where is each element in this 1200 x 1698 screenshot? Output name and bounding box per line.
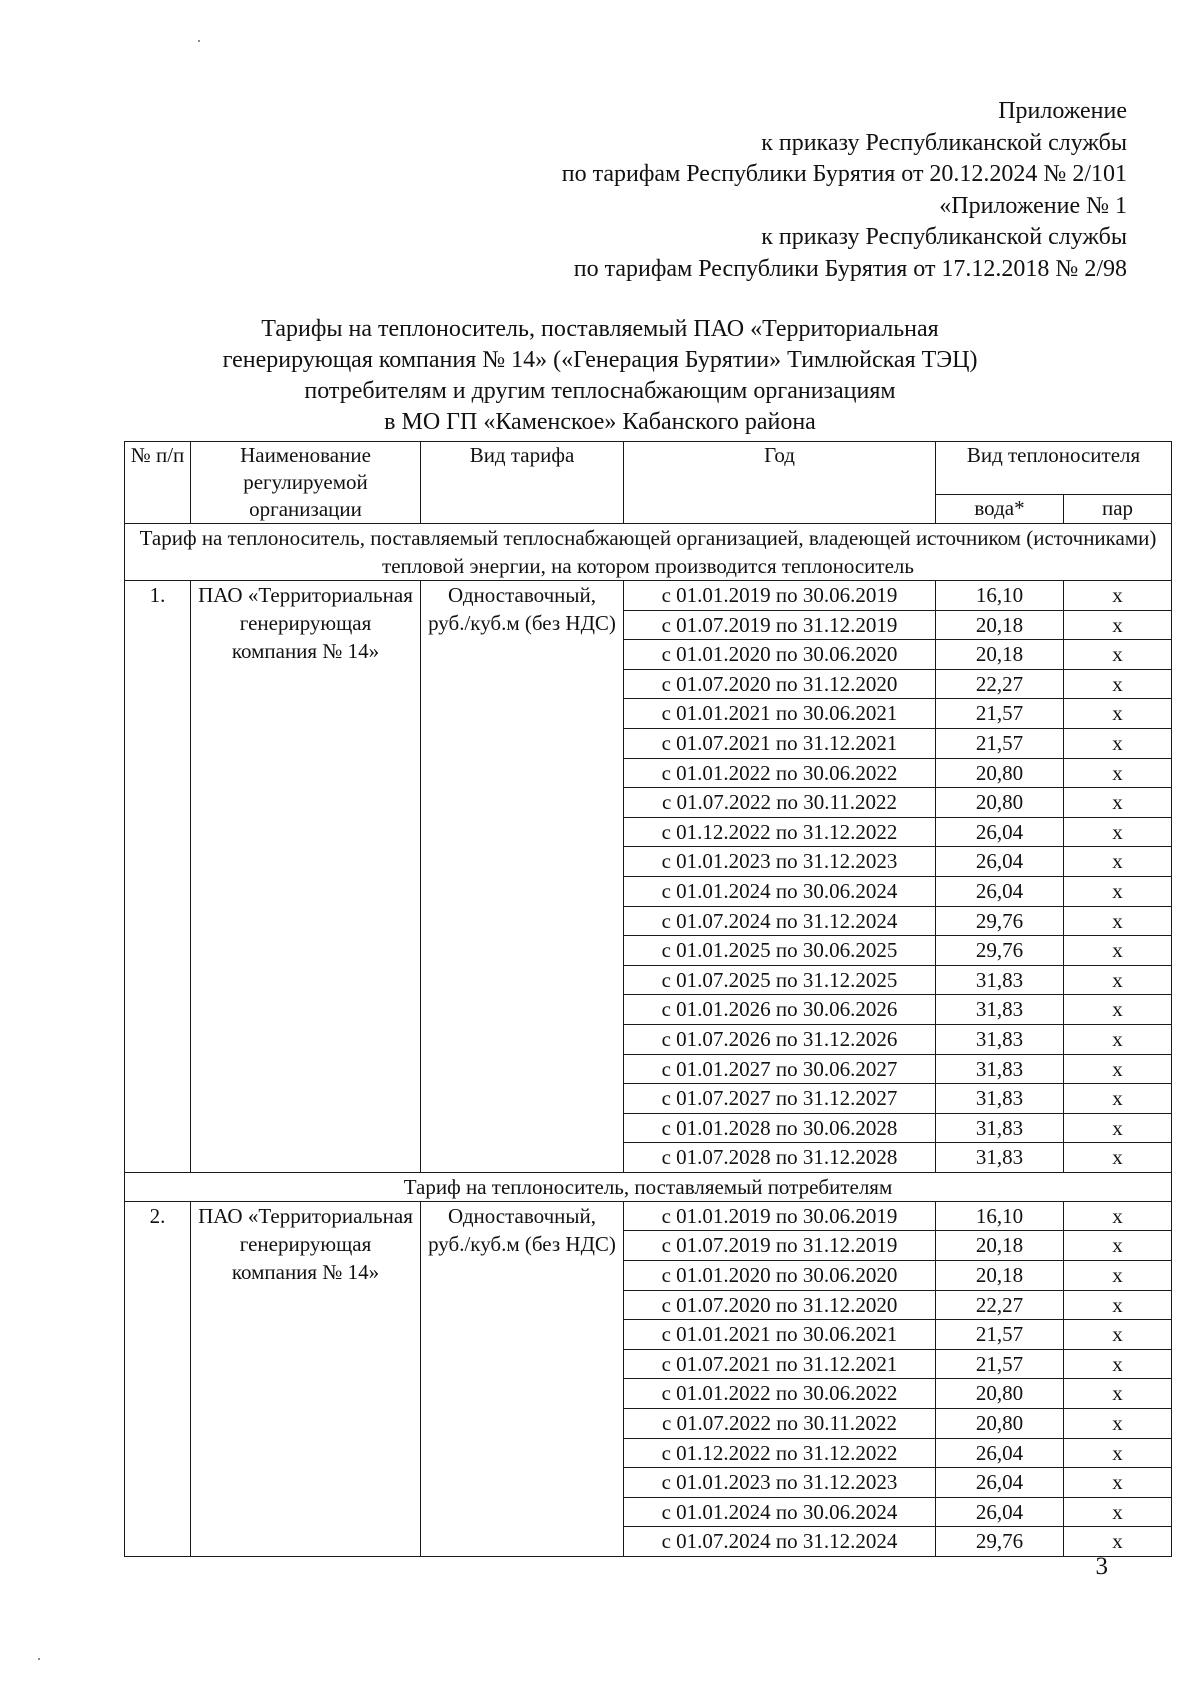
water-tariff-cell: 31,83 <box>936 965 1064 995</box>
period-cell: с 01.12.2022 по 31.12.2022 <box>624 817 936 847</box>
steam-tariff-cell: х <box>1064 876 1172 906</box>
appendix-line: «Приложение № 1 <box>939 192 1127 219</box>
water-tariff-cell: 29,76 <box>936 906 1064 936</box>
period-cell: с 01.01.2023 по 31.12.2023 <box>624 1468 936 1498</box>
water-tariff-cell: 26,04 <box>936 876 1064 906</box>
steam-tariff-cell: х <box>1064 1379 1172 1409</box>
water-tariff-cell: 29,76 <box>936 1527 1064 1557</box>
steam-tariff-cell: х <box>1064 610 1172 640</box>
steam-tariff-cell: х <box>1064 965 1172 995</box>
steam-tariff-cell: х <box>1064 1438 1172 1468</box>
appendix-line: к приказу Республиканской службы <box>761 129 1127 156</box>
steam-tariff-cell: х <box>1064 699 1172 729</box>
steam-tariff-cell: х <box>1064 1468 1172 1498</box>
period-cell: с 01.07.2027 по 31.12.2027 <box>624 1084 936 1114</box>
steam-tariff-cell: х <box>1064 847 1172 877</box>
page-number: 3 <box>1095 1553 1108 1580</box>
header-organization: Наименование регулируемой организации <box>191 442 421 524</box>
steam-tariff-cell: х <box>1064 906 1172 936</box>
period-cell: с 01.01.2019 по 30.06.2019 <box>624 1201 936 1231</box>
steam-tariff-cell: х <box>1064 1349 1172 1379</box>
period-cell: с 01.07.2024 по 31.12.2024 <box>624 1527 936 1557</box>
water-tariff-cell: 31,83 <box>936 1024 1064 1054</box>
table-row <box>125 581 1172 611</box>
steam-tariff-cell: х <box>1064 669 1172 699</box>
period-cell: с 01.01.2027 по 30.06.2027 <box>624 1054 936 1084</box>
period-cell: с 01.01.2022 по 30.06.2022 <box>624 1379 936 1409</box>
title-line: потребителям и другим теплоснабжающим организациям <box>304 378 896 404</box>
period-cell: с 01.07.2021 по 31.12.2021 <box>624 728 936 758</box>
appendix-header <box>367 96 1127 285</box>
period-cell: с 01.01.2020 по 30.06.2020 <box>624 1261 936 1291</box>
header-coolant-type: Вид теплоносителя <box>936 442 1172 495</box>
period-cell: с 01.07.2026 по 31.12.2026 <box>624 1024 936 1054</box>
header-tariff-type: Вид тарифа <box>421 442 624 524</box>
period-cell: с 01.07.2022 по 30.11.2022 <box>624 1409 936 1439</box>
period-cell: с 01.07.2025 по 31.12.2025 <box>624 965 936 995</box>
water-tariff-cell: 20,80 <box>936 1379 1064 1409</box>
title-line: генерирующая компания № 14» («Генерация Бурятии» Тимлюйская ТЭЦ) <box>222 347 978 373</box>
period-cell: с 01.01.2020 по 30.06.2020 <box>624 640 936 670</box>
period-cell: с 01.12.2022 по 31.12.2022 <box>624 1438 936 1468</box>
period-cell: с 01.07.2021 по 31.12.2021 <box>624 1349 936 1379</box>
period-cell: с 01.01.2024 по 30.06.2024 <box>624 876 936 906</box>
appendix-line: по тарифам Республики Бурятия от 17.12.2018 № 2/98 <box>573 255 1127 282</box>
steam-tariff-cell: х <box>1064 728 1172 758</box>
steam-tariff-cell: х <box>1064 1054 1172 1084</box>
water-tariff-cell: 20,18 <box>936 1261 1064 1291</box>
water-tariff-cell: 21,57 <box>936 728 1064 758</box>
period-cell: с 01.01.2021 по 30.06.2021 <box>624 699 936 729</box>
steam-tariff-cell: х <box>1064 1497 1172 1527</box>
section-heading: Тариф на теплоноситель, поставляемый теплоснабжающей организацией, владеющей источником (источниками) тепловой энергии, на котором производится теплоноситель <box>125 524 1172 581</box>
steam-tariff-cell: х <box>1064 581 1172 611</box>
period-cell: с 01.07.2028 по 31.12.2028 <box>624 1143 936 1173</box>
period-cell: с 01.01.2025 по 30.06.2025 <box>624 936 936 966</box>
scan-speck <box>38 1658 40 1660</box>
steam-tariff-cell: х <box>1064 936 1172 966</box>
table-row <box>125 1201 1172 1231</box>
period-cell: с 01.07.2019 по 31.12.2019 <box>624 1231 936 1261</box>
section-heading: Тариф на теплоноситель, поставляемый потребителям <box>125 1172 1172 1201</box>
water-tariff-cell: 26,04 <box>936 817 1064 847</box>
water-tariff-cell: 21,57 <box>936 1320 1064 1350</box>
appendix-line: по тарифам Республики Бурятия от 20.12.2024 № 2/101 <box>561 161 1127 187</box>
period-cell: с 01.07.2020 по 31.12.2020 <box>624 1290 936 1320</box>
water-tariff-cell: 31,83 <box>936 995 1064 1025</box>
period-cell: с 01.01.2026 по 30.06.2026 <box>624 995 936 1025</box>
organization-name: ПАО «Территориальная генерирующая компания № 14» <box>191 1201 421 1556</box>
water-tariff-cell: 20,80 <box>936 788 1064 818</box>
period-cell: с 01.07.2022 по 30.11.2022 <box>624 788 936 818</box>
header-water: вода* <box>936 495 1064 524</box>
water-tariff-cell: 20,18 <box>936 610 1064 640</box>
water-tariff-cell: 31,83 <box>936 1054 1064 1084</box>
steam-tariff-cell: х <box>1064 1231 1172 1261</box>
tariff-table-body <box>125 524 1172 1557</box>
steam-tariff-cell: х <box>1064 1113 1172 1143</box>
water-tariff-cell: 20,80 <box>936 758 1064 788</box>
steam-tariff-cell: х <box>1064 1024 1172 1054</box>
steam-tariff-cell: х <box>1064 817 1172 847</box>
section-heading-row <box>125 524 1172 581</box>
water-tariff-cell: 22,27 <box>936 1290 1064 1320</box>
steam-tariff-cell: х <box>1064 1201 1172 1231</box>
tariff-type: Одноставочный, руб./куб.м (без НДС) <box>421 581 624 1173</box>
water-tariff-cell: 26,04 <box>936 1497 1064 1527</box>
steam-tariff-cell: х <box>1064 1261 1172 1291</box>
water-tariff-cell: 21,57 <box>936 699 1064 729</box>
water-tariff-cell: 26,04 <box>936 847 1064 877</box>
steam-tariff-cell: х <box>1064 1084 1172 1114</box>
steam-tariff-cell: х <box>1064 1320 1172 1350</box>
steam-tariff-cell: х <box>1064 758 1172 788</box>
water-tariff-cell: 20,18 <box>936 1231 1064 1261</box>
organization-name: ПАО «Территориальная генерирующая компания № 14» <box>191 581 421 1173</box>
water-tariff-cell: 26,04 <box>936 1468 1064 1498</box>
title-line: в МО ГП «Каменское» Кабанского района <box>384 409 816 435</box>
steam-tariff-cell: х <box>1064 640 1172 670</box>
tariff-table <box>124 441 1172 1557</box>
period-cell: с 01.01.2019 по 30.06.2019 <box>624 581 936 611</box>
title-line: Тарифы на теплоноситель, поставляемый ПАО «Территориальная <box>261 316 939 342</box>
row-number: 1. <box>125 581 191 1173</box>
header-steam: пар <box>1064 495 1172 524</box>
period-cell: с 01.01.2021 по 30.06.2021 <box>624 1320 936 1350</box>
water-tariff-cell: 31,83 <box>936 1084 1064 1114</box>
steam-tariff-cell: х <box>1064 1290 1172 1320</box>
steam-tariff-cell: х <box>1064 788 1172 818</box>
document-title <box>124 314 1076 438</box>
section-heading-row <box>125 1172 1172 1201</box>
steam-tariff-cell: х <box>1064 1409 1172 1439</box>
water-tariff-cell: 26,04 <box>936 1438 1064 1468</box>
steam-tariff-cell: х <box>1064 995 1172 1025</box>
appendix-line: к приказу Республиканской службы <box>761 224 1127 250</box>
water-tariff-cell: 16,10 <box>936 1201 1064 1231</box>
period-cell: с 01.01.2023 по 31.12.2023 <box>624 847 936 877</box>
period-cell: с 01.01.2028 по 30.06.2028 <box>624 1113 936 1143</box>
row-number: 2. <box>125 1201 191 1556</box>
water-tariff-cell: 21,57 <box>936 1349 1064 1379</box>
steam-tariff-cell: х <box>1064 1527 1172 1557</box>
header-number: № п/п <box>125 442 191 524</box>
water-tariff-cell: 16,10 <box>936 581 1064 611</box>
water-tariff-cell: 20,80 <box>936 1409 1064 1439</box>
appendix-line: Приложение <box>998 98 1127 124</box>
period-cell: с 01.01.2024 по 30.06.2024 <box>624 1497 936 1527</box>
water-tariff-cell: 20,18 <box>936 640 1064 670</box>
steam-tariff-cell: х <box>1064 1143 1172 1173</box>
scan-speck <box>198 40 200 42</box>
period-cell: с 01.01.2022 по 30.06.2022 <box>624 758 936 788</box>
water-tariff-cell: 29,76 <box>936 936 1064 966</box>
tariff-type: Одноставочный, руб./куб.м (без НДС) <box>421 1201 624 1556</box>
period-cell: с 01.07.2020 по 31.12.2020 <box>624 669 936 699</box>
water-tariff-cell: 22,27 <box>936 669 1064 699</box>
period-cell: с 01.07.2024 по 31.12.2024 <box>624 906 936 936</box>
water-tariff-cell: 31,83 <box>936 1143 1064 1173</box>
period-cell: с 01.07.2019 по 31.12.2019 <box>624 610 936 640</box>
header-year: Год <box>624 442 936 524</box>
water-tariff-cell: 31,83 <box>936 1113 1064 1143</box>
